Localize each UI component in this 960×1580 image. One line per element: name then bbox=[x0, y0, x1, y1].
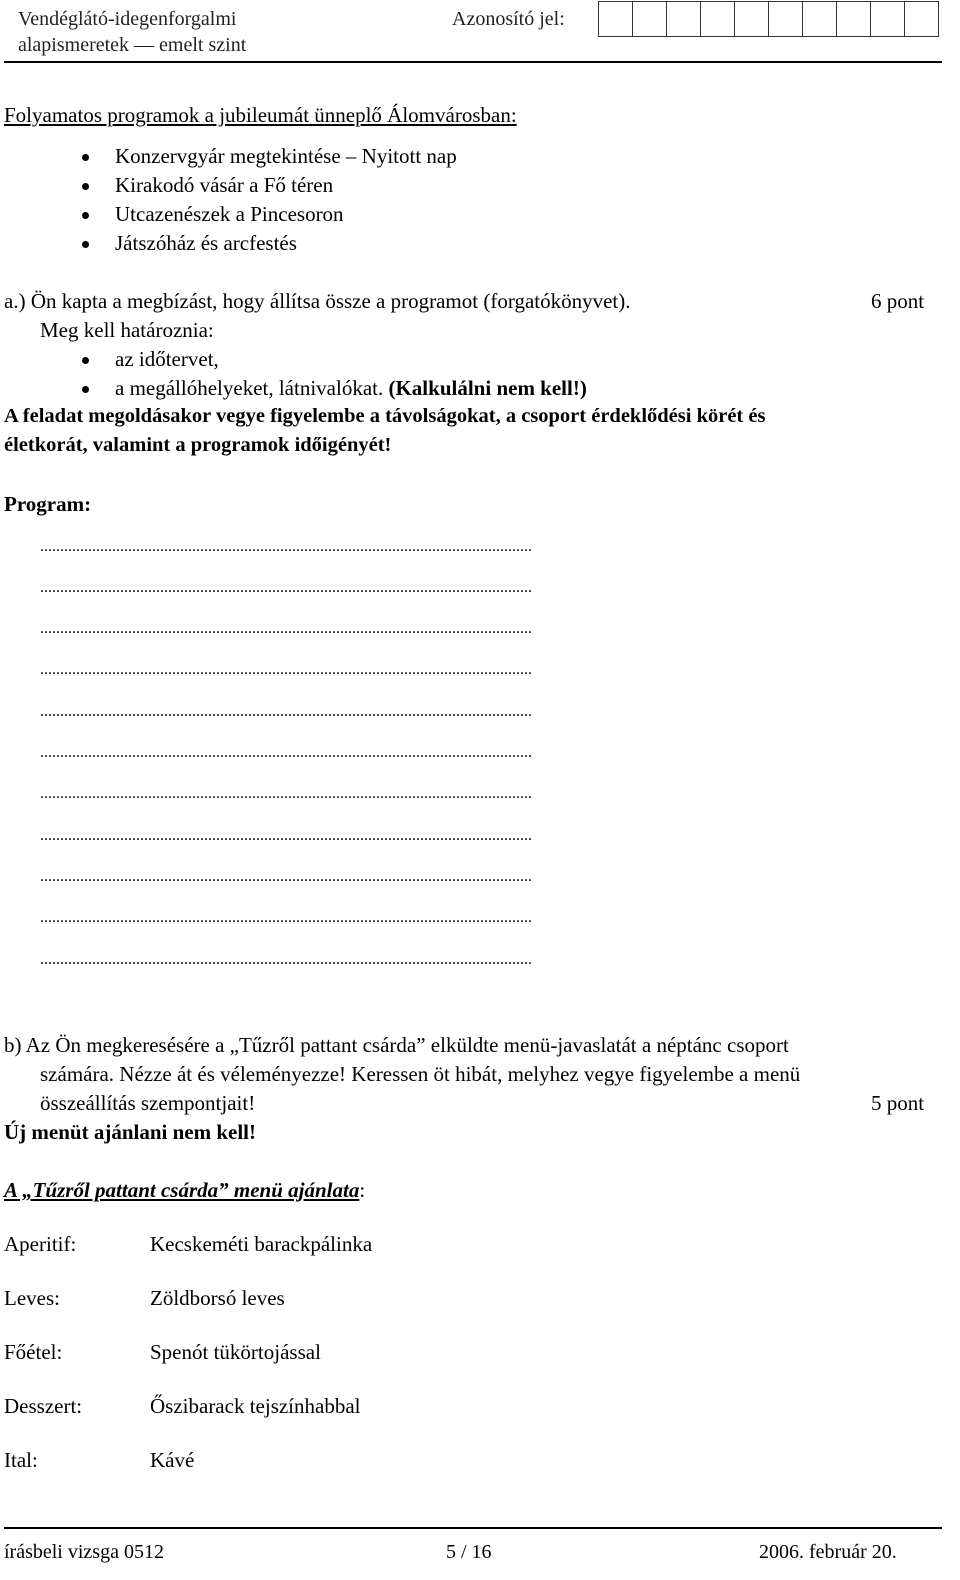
list-item: Utcazenészek a Pincesoron bbox=[0, 200, 457, 229]
list-item bbox=[0, 374, 587, 403]
id-box[interactable] bbox=[734, 1, 769, 37]
task-a-line1: a.) Ön kapta a megbízást, hogy állítsa össze a programot (forgatókönyvet). bbox=[4, 289, 631, 313]
footer-page-number: 5 / 16 bbox=[446, 1541, 492, 1563]
instruction-line1: A feladat megoldásakor vegye figyelembe a távolságokat, a csoport érdeklődési körét és bbox=[4, 405, 766, 427]
footer-left: írásbeli vizsga 0512 bbox=[4, 1541, 164, 1563]
program-label: Program: bbox=[4, 492, 92, 516]
answer-line[interactable]: ........................................................................................................................... bbox=[40, 744, 532, 761]
id-boxes bbox=[599, 1, 939, 37]
menu-value: Zöldborsó leves bbox=[150, 1286, 285, 1310]
answer-line[interactable]: ........................................................................................................................... bbox=[40, 909, 532, 926]
header-title bbox=[18, 6, 246, 58]
list-item: az időtervet, bbox=[0, 345, 587, 374]
menu-label: Főétel: bbox=[4, 1340, 63, 1364]
answer-line[interactable]: ........................................................................................................................... bbox=[40, 785, 532, 802]
answer-line[interactable]: ........................................................................................................................... bbox=[40, 868, 532, 885]
answer-line[interactable]: ........................................................................................................................... bbox=[40, 703, 532, 720]
programs-title: Folyamatos programok a jubileumát ünneplő Álomvárosban: bbox=[4, 103, 517, 127]
list-item-text: a megállóhelyeket, látnivalókat. bbox=[115, 376, 384, 400]
menu-value: Spenót tükörtojással bbox=[150, 1340, 321, 1364]
menu-value: Kecskeméti barackpálinka bbox=[150, 1232, 373, 1256]
menu-value: Őszibarack tejszínhabbal bbox=[150, 1394, 361, 1418]
menu-title-suffix: : bbox=[359, 1178, 366, 1202]
id-box[interactable] bbox=[870, 1, 905, 37]
list-item: Kirakodó vásár a Fő téren bbox=[0, 171, 457, 200]
task-a-points: 6 pont bbox=[871, 289, 925, 313]
menu-title-text: A „Tűzről pattant csárda” menü ajánlata bbox=[4, 1178, 360, 1202]
id-box[interactable] bbox=[836, 1, 871, 37]
menu-label: Leves: bbox=[4, 1286, 60, 1310]
footer-date: 2006. február 20. bbox=[759, 1541, 897, 1563]
menu-label: Desszert: bbox=[4, 1394, 83, 1418]
id-box[interactable] bbox=[598, 1, 633, 37]
answer-line[interactable]: ........................................................................................................................... bbox=[40, 538, 532, 555]
menu-label: Aperitif: bbox=[4, 1232, 77, 1256]
list-item: Konzervgyár megtekintése – Nyitott nap bbox=[0, 142, 457, 171]
answer-line[interactable]: ........................................................................................................................... bbox=[40, 579, 532, 596]
task-b-line3: összeállítás szempontjait! bbox=[40, 1091, 256, 1115]
list-item: Játszóház és arcfestés bbox=[0, 229, 457, 258]
answer-line[interactable]: ........................................................................................................................... bbox=[40, 620, 532, 637]
task-b-points: 5 pont bbox=[871, 1091, 925, 1115]
id-box[interactable] bbox=[632, 1, 667, 37]
programs-list bbox=[0, 142, 457, 258]
answer-line[interactable]: ........................................................................................................................... bbox=[40, 951, 532, 968]
instruction-line2: életkorát, valamint a programok időigényét! bbox=[4, 434, 392, 456]
bold-note: (Kalkulálni nem kell!) bbox=[388, 376, 587, 400]
task-b-line2: számára. Nézze át és véleményezze! Keressen öt hibát, melyhez vegye figyelembe a menü bbox=[40, 1062, 801, 1086]
answer-line[interactable]: ........................................................................................................................... bbox=[40, 661, 532, 678]
header-title-line2: alapismeretek — emelt szint bbox=[18, 34, 247, 56]
task-b-line1: b) Az Ön megkeresésére a „Tűzről pattant csárda” elküldte menü-javaslatát a néptánc csoport bbox=[4, 1033, 789, 1057]
footer-rule bbox=[4, 1527, 942, 1529]
id-label: Azonosító jel: bbox=[452, 8, 565, 30]
header-title-line1: Vendéglátó-idegenforgalmi bbox=[18, 8, 237, 30]
id-box[interactable] bbox=[904, 1, 939, 37]
header-rule bbox=[4, 61, 942, 63]
task-b-bold-note: Új menüt ajánlani nem kell! bbox=[4, 1120, 256, 1144]
id-box[interactable] bbox=[700, 1, 735, 37]
id-box[interactable] bbox=[802, 1, 837, 37]
menu-value: Kávé bbox=[150, 1448, 195, 1472]
id-box[interactable] bbox=[666, 1, 701, 37]
answer-line[interactable]: ........................................................................................................................... bbox=[40, 827, 532, 844]
task-a-line2: Meg kell határoznia: bbox=[40, 318, 214, 342]
task-a-bullets bbox=[0, 345, 587, 403]
menu-label: Ital: bbox=[4, 1448, 38, 1472]
id-box[interactable] bbox=[768, 1, 803, 37]
menu-title bbox=[4, 1178, 365, 1203]
